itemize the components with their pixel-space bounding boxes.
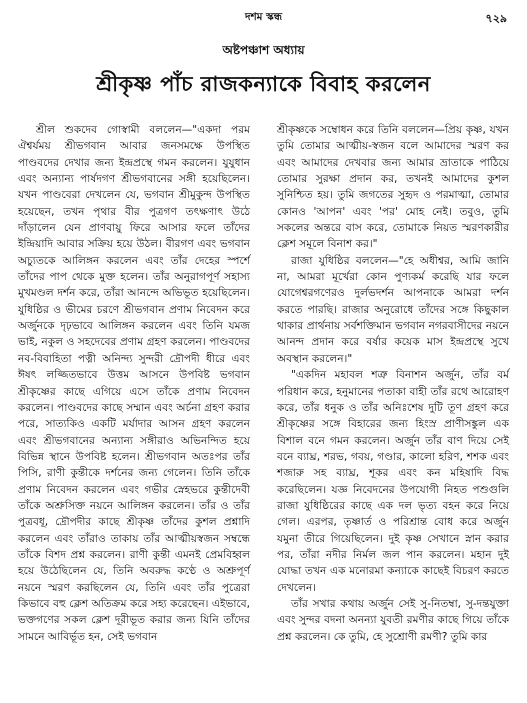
right-text-column bbox=[277, 122, 509, 645]
running-header-title: দশম স্কন্ধ bbox=[244, 11, 283, 23]
paragraph: তাঁর সখার কথায় অর্জুন সেই সু-নিতম্বা, সু-দন্তযুক্তা এবং সুন্দর বদনা অনন্যা যুবতী রমণীর কাছে গিয়ে তাঁকে প্রশ্ন করলেন। কে তুমি, হে সুশ্রোণী রমণী? তুমি কার bbox=[277, 597, 509, 643]
paragraph: শ্রীকৃষ্ণকে সম্বোধন করে তিনি বললেন—প্রিয় কৃষ্ণ, যখন তুমি তোমার আত্মীয়-স্বজন বলে আমাদের স্মরণ কর এবং আমাদের দেখবার জন্য আমার ভ্রাতাকে পাঠিয়ে তোমার সুরক্ষা প্রদান কর, তখনই আমাদের কুশল সুনিশ্চিত হয়। তুমি জগতের সুহৃদ ও পরমাত্মা, তোমার কোনও 'আপন' এবং 'পর' মোহ নেই। তবুও, তুমি সকলের অন্তরে বাস করে, তোমাকে নিয়ত স্মরণকারীর ক্লেশ সমূলে বিনাশ কর।" bbox=[277, 124, 509, 251]
page-header bbox=[0, 10, 527, 28]
paragraph: শ্রীল শুকদেব গোস্বামী বললেন—"একদা পরম ঐশ্বর্যময় শ্রীভগবান আবার জনসমক্ষে উপস্থিত পাণ্ডবদের দেখার জন্য ইন্দ্রপ্রস্থে গমন করলেন। যুযুধান এবং অন্যান্য পার্ষদগণ শ্রীভগবানের সঙ্গী হয়েছিলেন। যখন পাণ্ডবেরা দেখলেন যে, ভগবান শ্রীমুকুন্দ উপস্থিত হয়েছেন, তখন পৃথার বীর পুত্রগণ তৎক্ষণাৎ উঠে দাঁড়ালেন যেন প্রাণবায়ু ফিরে আসার ফলে তাঁদের ইন্দ্রিয়াদি আবার সক্রিয় হয়ে উঠল। বীরগণ এবং ভগবান অচ্যুতকে আলিঙ্গন করলেন এবং তাঁর দেহের স্পর্শে তাঁদের পাপ থেকে মুক্ত হলেন। তাঁর অনুরাগপূর্ণ সহাস্য মুখমণ্ডল দর্শন করে, তাঁরা আনন্দে অভিভূত হয়েছিলেন। যুধিষ্ঠির ও ভীমের চরণে শ্রীভগবান প্রণাম নিবেদন করে অর্জুনকে দৃঢ়ভাবে আলিঙ্গন করলেন এবং তিনি যমজ ভাই, নকুল ও সহদেবের প্রণাম গ্রহণ করলেন। পাণ্ডবদের নব-বিবাহিতা পত্নী অনিন্দ্য সুন্দরী দ্রৌপদী ধীরে এবং ঈষৎ লজ্জিতভাবে উত্তম আসনে উপবিষ্ট ভগবান শ্রীকৃষ্ণের কাছে এগিয়ে এসে তাঁকে প্রণাম নিবেদন করলেন। পাণ্ডবদের কাছে সম্মান এবং অর্চনা গ্রহণ করার পরে, সাত্যকিও একটি মর্যাদার আসন গ্রহণ করলেন এবং শ্রীভগবানের অন্যান্য সঙ্গীরাও অভিনন্দিত হয়ে বিভিন্ন স্থানে উপবিষ্ট হলেন। শ্রীভগবান অতঃপর তাঁর পিসি, রাণী কুন্তীকে দর্শনের জন্য গেলেন। তিনি তাঁকে প্রণাম নিবেদন করলেন এবং গভীর স্নেহভরে কুন্তীদেবী তাঁকে অশ্রুসিক্ত নয়নে আলিঙ্গন করলেন। তাঁর ও তাঁর পুত্রবধূ, দ্রৌপদীর কাছে শ্রীকৃষ্ণ তাঁদের কুশল প্রশ্নাদি করলেন এবং তাঁরাও তাকায় তাঁর আত্মীয়স্বজন সম্বন্ধে তাঁকে বিশদ প্রশ্ন করলেন। রাণী কুন্তী এমনই প্রেমবিহ্বল হয়ে উঠেছিলেন যে, তিনি অবরুদ্ধ কণ্ঠে ও অশ্রুপূর্ণ নয়নে স্মরণ করছিলেন যে, তিনি এবং তাঁর পুত্রেরা কিভাবে বহু ক্লেশ অতিক্রম করে সহ্য করেছেন। এইভাবে, ভক্তগণের সকল ক্লেশ দূরীভূত করার জন্য যিনি তাঁদের সামনে আবির্ভূত হন, সেই ভগবান bbox=[18, 124, 250, 643]
left-text-column bbox=[18, 122, 250, 645]
chapter-title: শ্রীকৃষ্ণ পাঁচ রাজকন্যাকে বিবাহ করলেন bbox=[96, 72, 431, 96]
paragraph: রাজা যুধিষ্ঠির বললেন—"হে অধীশ্বর, আমি জানি না, আমরা মূর্খেরা কোন পুণ্যকর্ম করেছি যার ফলে যোগেশ্বরগণেরও দুর্লভদর্শন আপনাকে আমরা দর্শন করতে পারছি। রাজার অনুরোধে তাঁদের সঙ্গে কিছুকাল থাকার প্রার্থনায় সর্বশক্তিমান ভগবান নগরবাসীদের নয়নে আনন্দ প্রদান করে বর্ষার কয়েক মাস ইন্দ্রপ্রস্থে সুখে অবস্থান করলেন।" bbox=[277, 254, 509, 365]
paragraph: "একদিন মহাবল শত্রু বিনাশন অর্জুন, তাঁর বর্ম পরিধান করে, হনুমানের পতাকা বাহী তাঁর রথে আরোহণ করে, তাঁর ধনুক ও তাঁর অনিঃশেষ দুটি তূণ গ্রহণ করে শ্রীকৃষ্ণের সঙ্গে বিহারের জন্য হিংস্র প্রাণীসঙ্কুল এক বিশাল বনে গমন করলেন। অর্জুন তাঁর বাণ দিয়ে সেই বনে ব্যাঘ্র, শরভ, গবয়, গণ্ডার, কালো হরিণ, শশক এবং শজারু সহ ব্যাঘ্র, শূকর এবং কন মহিষাদি বিদ্ধ করেছিলেন। যজ্ঞ নিবেদনের উপযোগী নিহত পশুগুলি রাজা যুধিষ্ঠিরের কাছে এক দল ভৃত্য বহন করে নিয়ে গেল। এরপর, তৃষ্ণার্ত ও পরিশ্রান্ত বোধ করে অর্জুন যমুনা তীরে গিয়েছিলেন। দুই কৃষ্ণ সেখানে স্নান করার পর, তাঁরা নদীর নির্মল জল পান করলেন। মহান দুই যোদ্ধা তখন এক মনোরমা কন্যাকে কাছেই বিচরণ করতে দেখলেন। bbox=[277, 369, 509, 594]
chapter-label: অষ্টপঞ্চাশ অধ্যায় bbox=[222, 43, 305, 57]
page-number: ৭২৯ bbox=[485, 12, 507, 25]
